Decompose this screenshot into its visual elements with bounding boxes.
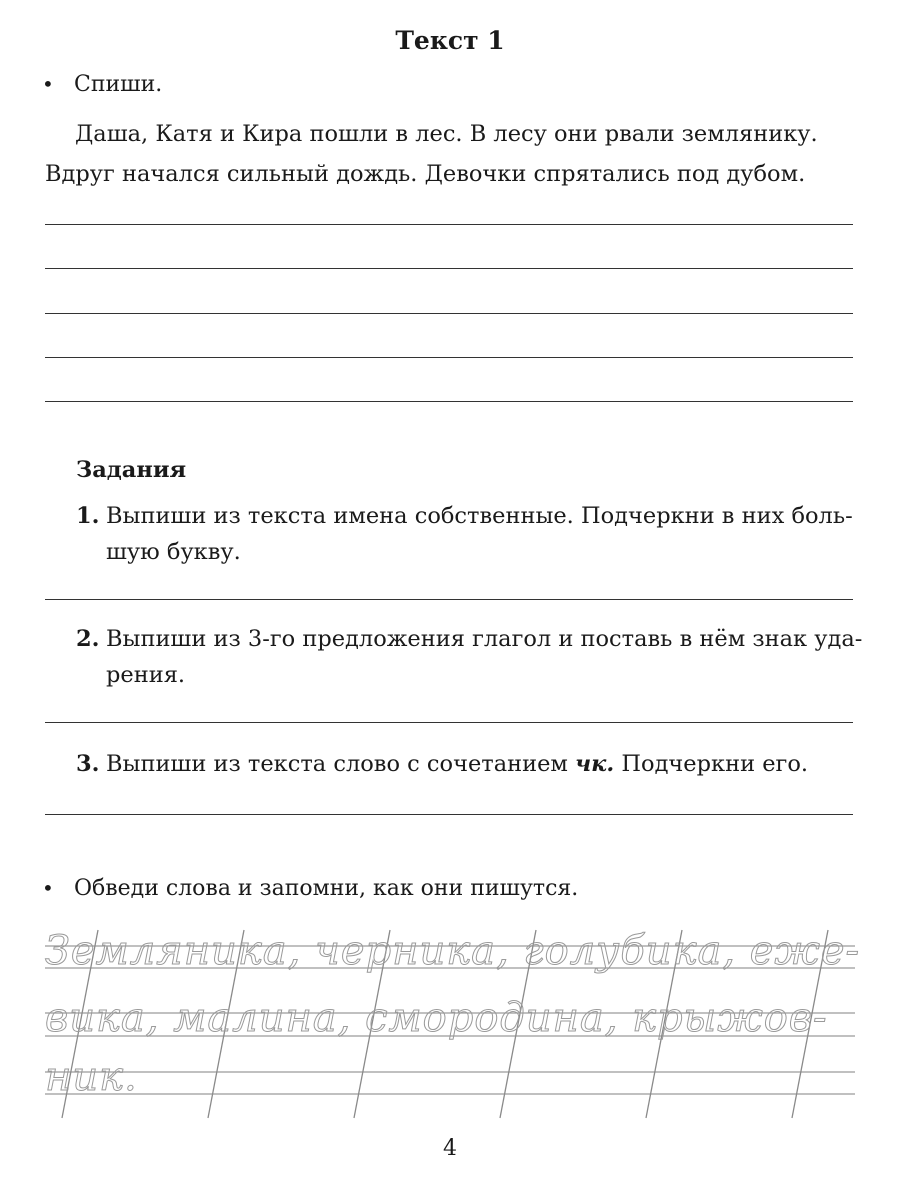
task-number: 2.: [76, 626, 100, 652]
bullet-icon: •: [42, 72, 54, 96]
trace-instruction-text: Обведи слова и запомни, как они пишутся.: [74, 876, 579, 901]
trace-line-3[interactable]: ник.: [45, 1054, 138, 1100]
text-line-2: Вдруг начался сильный дождь. Девочки спрятались под дубом.: [45, 161, 806, 187]
trace-line-2[interactable]: вика, малина, смородина, крыжов-: [45, 995, 828, 1041]
text-line-1: Даша, Катя и Кира пошли в лес. В лесу они рвали землянику.: [75, 121, 818, 147]
task-number: 3.: [76, 751, 100, 777]
task-3-text-before: Выпиши из текста слово с сочетанием: [106, 751, 576, 777]
task-2-line-2: рения.: [106, 662, 186, 688]
task-1-line-1: Выпиши из текста имена собственные. Подчеркни в них боль-: [106, 503, 853, 529]
task-3-emphasis: чк.: [575, 751, 615, 777]
task-2-line-1: Выпиши из 3-го предложения глагол и поставь в нём знак уда-: [106, 626, 863, 652]
page-title: Текст 1: [395, 26, 505, 55]
copy-instruction-text: Спиши.: [74, 72, 163, 97]
task-3-text-after: Подчеркни его.: [614, 751, 809, 777]
task-1-line-2: шую букву.: [106, 539, 241, 565]
page-number: 4: [443, 1136, 457, 1161]
trace-line-1[interactable]: Земляника, черника, голубика, ежe-: [45, 928, 861, 974]
bullet-icon: •: [42, 876, 54, 900]
tasks-heading: Задания: [76, 457, 187, 483]
task-number: 1.: [76, 503, 100, 529]
